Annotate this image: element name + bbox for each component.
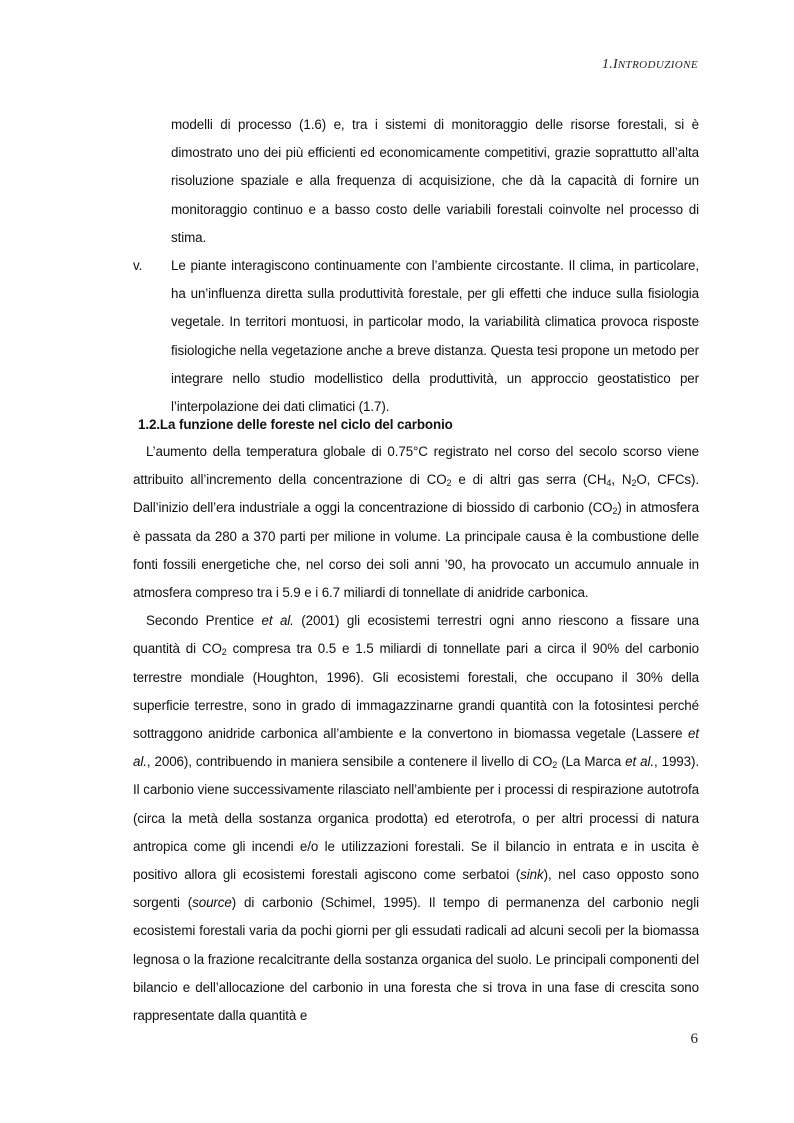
list-block: [133, 111, 699, 421]
list-item-text: Le piante interagiscono continuamente con l’ambiente circostante. Il clima, in particolare, ha un’influenza diretta sulla produttività forestale, per gli effetti che induce sulla fisiologia vegetale. In territori montuosi, in particolar modo, la variabilità climatica provoca risposte fisiologiche nella vegetazione anche a breve distanza. Questa tesi propone un metodo per integrare nello studio modellistico della produttività, un approccio geostatistico per l’interpolazione dei dati climatici (1.7).: [171, 258, 699, 415]
running-header-rest: NTRODUZIONE: [617, 59, 698, 71]
running-header-lead: 1.I: [602, 57, 618, 72]
list-item-v: [133, 252, 699, 421]
section-heading: 1.2.La funzione delle foreste nel ciclo del carbonio: [138, 417, 453, 432]
page-number: 6: [690, 1031, 698, 1047]
paragraph-2: Secondo Prentice et al. (2001) gli ecosistemi terrestri ogni anno riescono a fissare una quantità di $CO_2$ compresa tra 0.5 e 1.5 miliardi di tonnellate pari a circa il 90% del carbonio terrestre mondiale (Houghton, 1996). Gli ecosistemi forestali, che occupano il 30% della superficie terrestre, sono in grado di immagazzinarne grandi quantità con la fotosintesi perché sottraggono anidride carbonica all’ambiente e la convertono in biomassa vegetale (Lassere et al., 2006), contribuendo in maniera sensibile a contenere il livello di $CO_2$ (La Marca et al., 1993). Il carbonio viene successivamente rilasciato nell’ambiente per i processi di respirazione autotrofa (circa la metà della sostanza organica prodotta) ed eterotrofa, o per altri processi di natura antropica come gli incendi e/o le utilizzazioni forestali. Se il bilancio in entrata e in uscita è positivo allora gli ecosistemi forestali agiscono come serbatoi (sink), nel caso opposto sono sorgenti (source) di carbonio (Schimel, 1995). Il tempo di permanenza del carbonio negli ecosistemi forestali varia da pochi giorni per gli essudati radicali ad alcuni secoli per la biomassa legnosa o la frazione recalcitrante della sostanza organica del suolo. Le principali componenti del bilancio e dell’allocazione del carbonio in una foresta che si trova in una fase di crescita sono rappresentate dalla quantità e: [133, 613, 700, 1024]
running-header: [602, 57, 698, 73]
list-item-continuation: modelli di processo (1.6) e, tra i sistemi di monitoraggio delle risorse forestali, si è dimostrato uno dei più efficienti ed economicamente competitivi, grazie soprattutto all’alta risoluzione spaziale e alla frequenza di acquisizione, che dà la capacità di fornire un monitoraggio continuo e a basso costo delle variabili forestali coinvolte nel processo di stima.: [171, 117, 699, 245]
paragraph-1: L’aumento della temperatura globale di 0.75°C registrato nel corso del secolo scorso viene attribuito all’incremento della concentrazione di $CO_2$ e di altri gas serra ($CH_4$, $N_2O$, CFCs). Dall’inizio dell’era industriale a oggi la concentrazione di biossido di carbonio $(CO_2)$ in atmosfera è passata da 280 a 370 parti per milione in volume. La principale causa è la combustione delle fonti fossili energetiche che, nel corso dei soli anni ’90, ha provocato un accumulo annuale in atmosfera compreso tra i 5.9 e i 6.7 miliardi di tonnellate di anidride carbonica.: [133, 444, 699, 601]
list-marker: v.: [133, 258, 143, 274]
section-body: [133, 438, 699, 1030]
